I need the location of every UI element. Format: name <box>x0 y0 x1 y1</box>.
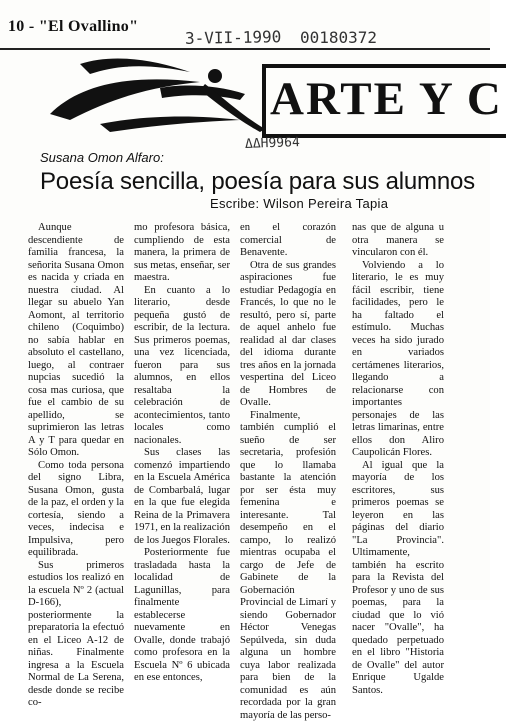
handwritten-code: 00180372 <box>300 28 377 47</box>
article-body <box>22 222 490 600</box>
paragraph: Posteriormente fue trasladada hasta la localidad de Lagunillas, para finalmente establecerse nuevamente en Ovalle, donde trabajó como profesora en la Escuela Nº 6 ubicada en ese entonces, <box>134 547 230 685</box>
article-column-2 <box>134 222 230 600</box>
section-title: ARTE Y C <box>270 72 503 126</box>
article-byline: Escribe: Wilson Pereira Tapia <box>210 196 388 211</box>
paragraph: en el corazón comercial de Benavente. <box>240 222 336 260</box>
handwritten-date: 3-VII-1990 <box>185 27 282 48</box>
paragraph: Al igual que la mayoría de los escritores, sus primeros poemas se leyeron en las páginas del diario "La Provincia". Ultimamente, también ha escrito para la Revista del Profesor y uno de sus poemas, para la ciudad que lo vió nacer "Ovalle", ha quedado perpetuado en el libro "Historia de Ovalle" del autor Enrique Ugalde Santos. <box>352 460 444 698</box>
archive-stamp: ΔΔH9964 <box>245 135 300 152</box>
dancer-logo-icon <box>40 54 270 134</box>
paragraph: Aunque descendiente de familia francesa, la señorita Susana Omon es nacida y criada en nuestra ciudad. Al llegar su abuelo Yan Aomont, al territorio chileno (Coquimbo) no sabía hablar en absoluto el castellano, luego, al contraer nupcias sucedió la cosa mas curiosa, que fue el cambio de su apellido, se suprimieron las letras A y T para quedar en Sólo Omon. <box>28 222 124 460</box>
paragraph: Volviendo a lo literario, le es muy fácil escribir, tiene facilidades, pero le ha faltado el estímulo. Muchas veces ha sido jurado en variados certámenes literarios, llegando a relacionarse con importantes personajes de las letras limarinas, entre ellos don Aliro Caupolicán Flores. <box>352 260 444 460</box>
paragraph: Sus clases las comenzó impartiendo en la Escuela América de Combarbalá, lugar en la que fue elegida Reina de la Primavera 1971, en la realización de los Juegos Florales. <box>134 447 230 547</box>
paragraph: Como toda persona del signo Libra, Susana Omon, gusta de la paz, el orden y la cortesía, siendo a veces, indecisa e Impulsiva, pero equilibrada. <box>28 460 124 560</box>
page-header: 10 - "El Ovallino" <box>8 18 138 36</box>
section-banner <box>0 54 490 134</box>
article-column-1 <box>28 222 124 600</box>
paragraph: Sus primeros estudios los realizó en la escuela Nº 2 (actual D-166), posteriormente la preparatoria la efectuó en el Liceo A-12 de niñas. Finalmente ingresa a la Escuela Normal de La Serena, desde donde se recibe co- <box>28 560 124 710</box>
paragraph: nas que de alguna u otra manera se vincularon con él. <box>352 222 444 260</box>
paragraph: Otra de sus grandes aspiraciones fue estudiar Pedagogía en Francés, lo que no le resultó, pero sí, parte de aquel anhelo fue realidad al dar clases del idioma durante tres años en la jornada vespertina del Liceo de Hombres de Ovalle. <box>240 260 336 410</box>
article-subject: Susana Omon Alfaro: <box>40 150 164 165</box>
paragraph: mo profesora básica, cumpliendo de esta manera, la primera de sus metas, enseñar, ser maestra. <box>134 222 230 285</box>
article-column-3 <box>240 222 336 600</box>
header-rule <box>0 48 490 50</box>
article-column-4 <box>352 222 444 600</box>
paragraph: Finalmente, también cumplió el sueño de ser secretaria, profesión que lo llamaba bastante la atención por ser ésta muy femenina e interesante. Tal desempeño en el campo, lo realizó mientras ocupaba el cargo de Jefe de Gabinete de la Gobernación Provincial de Limarí y siendo Gobernador Héctor Venegas Sepúlveda, sin duda alguna un hombre cuya labor realizada para bien de la comunidad es aún recordada por la gran mayoría de las perso- <box>240 410 336 722</box>
article-headline: Poesía sencilla, poesía para sus alumnos <box>40 168 475 196</box>
paragraph: En cuanto a lo literario, desde pequeña gustó de escribir, de la lectura. Sus primeros poemas, una vez licenciada, fueron para sus alumnos, en ellos resaltaba la celebración de acontecimientos, tanto locales como nacionales. <box>134 285 230 448</box>
